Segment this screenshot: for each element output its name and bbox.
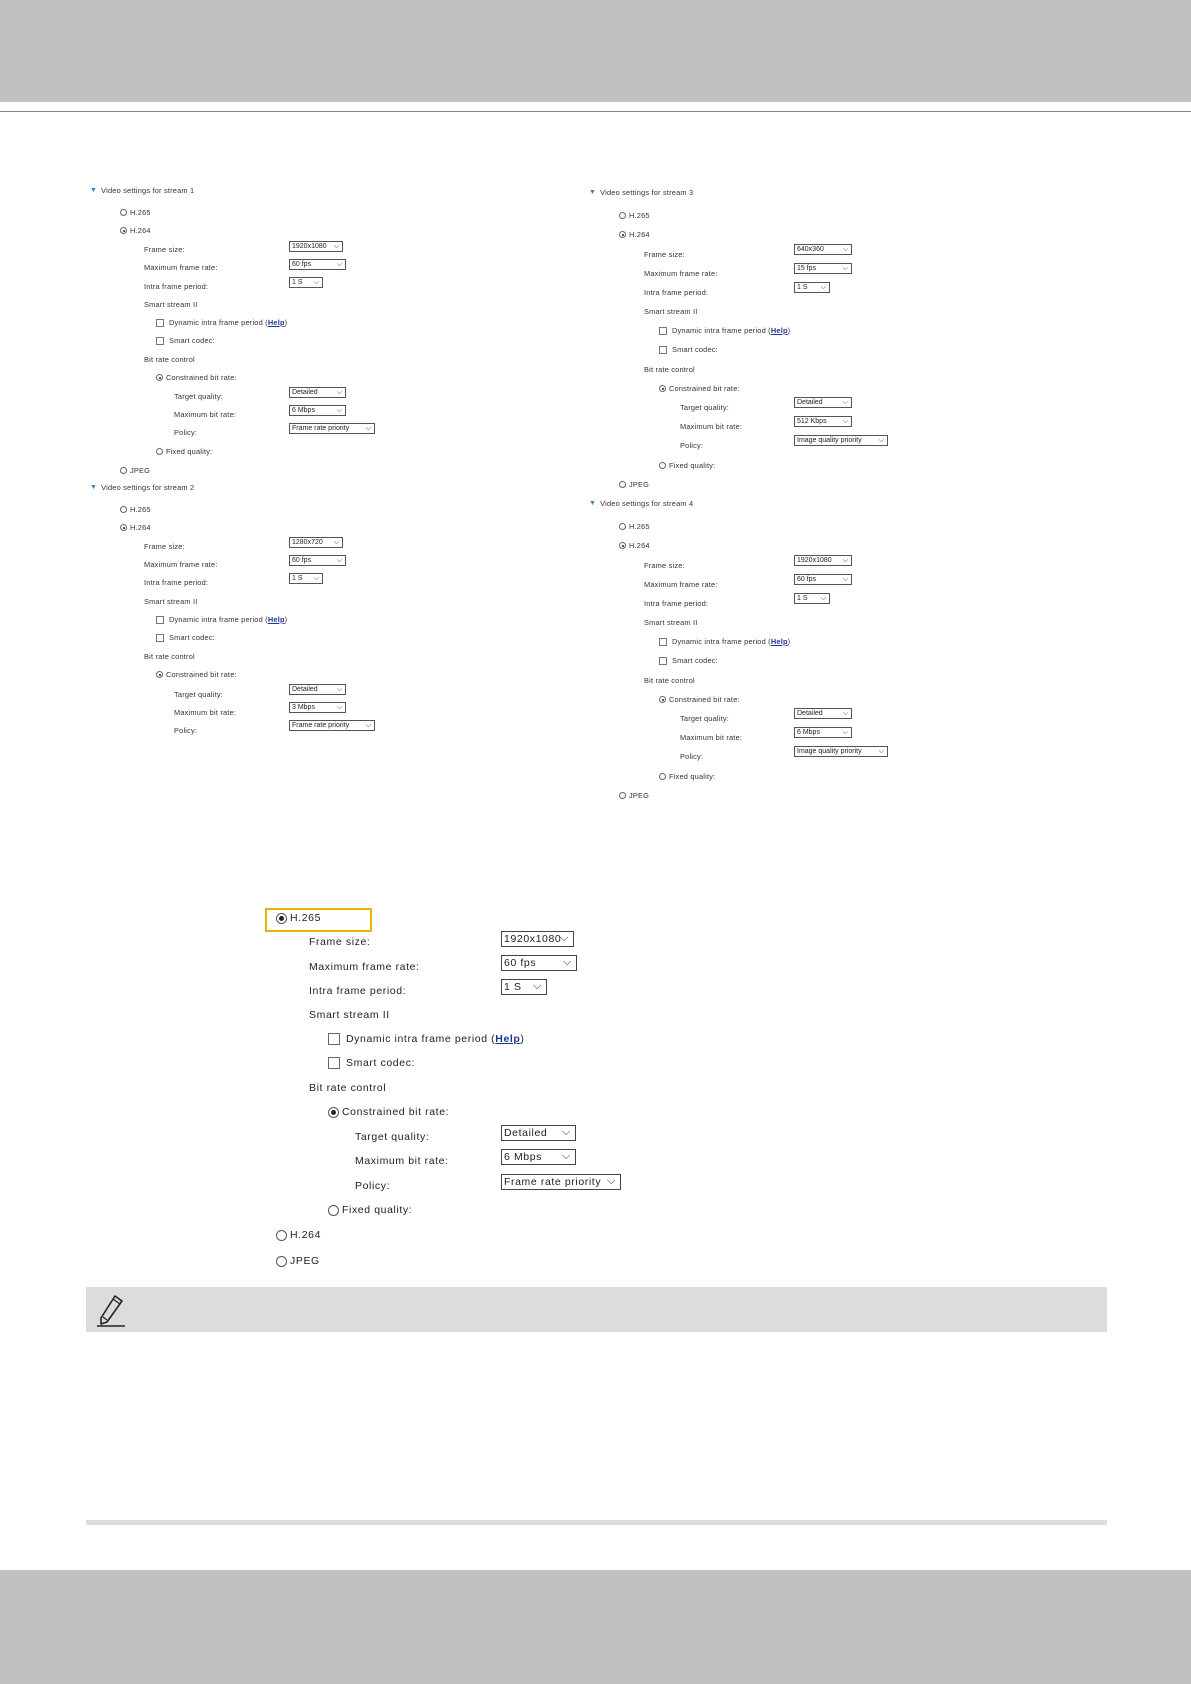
- frame-size-value: 640x360: [797, 246, 824, 253]
- chevron-down-icon: ⌵: [878, 748, 884, 755]
- stream-1-panel: [90, 186, 510, 475]
- smart-stream-label: Smart stream II: [144, 597, 198, 606]
- fixed-quality-option[interactable]: [156, 447, 212, 456]
- intra-value: 1 S: [797, 595, 808, 602]
- smart-codec-label: Smart codec:: [169, 633, 215, 642]
- constrained-option[interactable]: [156, 670, 237, 679]
- jpeg-option[interactable]: [619, 480, 649, 489]
- fixed-quality-option[interactable]: [659, 772, 715, 781]
- chevron-down-icon: ⌵: [607, 1175, 616, 1187]
- policy-select[interactable]: [289, 720, 375, 731]
- chevron-down-icon: ⌵: [842, 418, 848, 425]
- jpeg-option[interactable]: [276, 1255, 320, 1267]
- jpeg-radio[interactable]: [619, 481, 626, 488]
- intra-label: Intra frame period:: [644, 288, 709, 297]
- smart-stream-label: Smart stream II: [309, 1009, 390, 1021]
- policy-value: Frame rate priority: [504, 1176, 602, 1188]
- frame-rate-value: 60 fps: [797, 576, 817, 583]
- intra-select[interactable]: [794, 282, 830, 293]
- h265-radio[interactable]: [276, 913, 287, 924]
- max-bit-rate-select[interactable]: [289, 405, 346, 416]
- chevron-down-icon: ⌵: [336, 704, 342, 711]
- target-quality-select[interactable]: [794, 397, 852, 408]
- constrained-label: Constrained bit rate:: [669, 695, 740, 704]
- max-bit-rate-label: Maximum bit rate:: [174, 708, 237, 717]
- frame-rate-label: Maximum frame rate:: [144, 560, 218, 569]
- stream-3-header[interactable]: [589, 188, 693, 197]
- frame-rate-value: 60 fps: [292, 261, 312, 268]
- chevron-down-icon: ⌵: [560, 932, 569, 944]
- max-bit-rate-select[interactable]: [501, 1149, 576, 1165]
- jpeg-radio[interactable]: [619, 792, 626, 799]
- h265-label: H.265: [629, 211, 650, 220]
- frame-rate-label: Maximum frame rate:: [309, 961, 420, 973]
- smart-codec-label: Smart codec:: [672, 656, 718, 665]
- smart-codec-checkbox[interactable]: [659, 657, 667, 665]
- dynamic-intra-label: Dynamic intra frame period (: [672, 637, 771, 646]
- frame-size-value: 1920x1080: [504, 933, 562, 945]
- chevron-down-icon: ⌵: [336, 557, 342, 564]
- max-bit-rate-select[interactable]: [794, 416, 852, 427]
- constrained-option[interactable]: [156, 373, 237, 382]
- help-link[interactable]: Help: [770, 326, 788, 335]
- stream-2-panel: [90, 483, 510, 735]
- stream-4-title: Video settings for stream 4: [600, 499, 694, 508]
- frame-rate-label: Maximum frame rate:: [644, 580, 718, 589]
- target-quality-value: Detailed: [797, 399, 823, 406]
- frame-size-select[interactable]: [501, 931, 574, 947]
- policy-label: Policy:: [680, 752, 704, 761]
- fixed-quality-radio[interactable]: [659, 462, 666, 469]
- constrained-label: Constrained bit rate:: [166, 373, 237, 382]
- smart-codec-option[interactable]: [328, 1057, 415, 1069]
- target-quality-label: Target quality:: [680, 403, 730, 412]
- chevron-down-icon: ⌵: [842, 710, 848, 717]
- frame-rate-select[interactable]: [289, 555, 346, 566]
- h265-label: H.265: [629, 522, 650, 531]
- constrained-radio[interactable]: [328, 1107, 339, 1118]
- constrained-option[interactable]: [659, 384, 740, 393]
- fixed-quality-radio[interactable]: [659, 773, 666, 780]
- target-quality-label: Target quality:: [174, 392, 224, 401]
- constrained-radio[interactable]: [156, 374, 163, 381]
- smart-codec-option[interactable]: [659, 345, 718, 354]
- policy-label: Policy:: [355, 1180, 391, 1192]
- stream-1-title: Video settings for stream 1: [101, 186, 195, 195]
- policy-value: Frame rate priority: [292, 722, 350, 729]
- h265-label: H.265: [290, 912, 322, 924]
- dynamic-intra-checkbox[interactable]: [328, 1033, 340, 1045]
- frame-size-label: Frame size:: [644, 561, 685, 570]
- frame-size-value: 1920x1080: [797, 557, 832, 564]
- chevron-down-icon: ⌵: [336, 686, 342, 693]
- chevron-down-icon: ⌵: [842, 576, 848, 583]
- chevron-down-icon: ⌵: [842, 399, 848, 406]
- footer-divider: [86, 1520, 1107, 1525]
- frame-size-label: Frame size:: [144, 542, 185, 551]
- bit-rate-control-label: Bit rate control: [644, 365, 695, 374]
- max-bit-rate-label: Maximum bit rate:: [174, 410, 237, 419]
- constrained-option[interactable]: [328, 1106, 449, 1118]
- intra-label: Intra frame period:: [309, 985, 407, 997]
- chevron-down-icon: ⌵: [336, 261, 342, 268]
- policy-label: Policy:: [680, 441, 704, 450]
- dynamic-intra-label: Dynamic intra frame period (: [672, 326, 771, 335]
- h265-label: H.265: [130, 208, 151, 217]
- frame-rate-label: Maximum frame rate:: [144, 263, 218, 272]
- stream-4-header[interactable]: [589, 499, 693, 508]
- frame-rate-value: 60 fps: [292, 557, 312, 564]
- chevron-down-icon: ⌵: [842, 557, 848, 564]
- chevron-down-icon: ⌵: [878, 437, 884, 444]
- policy-select[interactable]: [794, 435, 888, 446]
- paren: ): [284, 318, 288, 327]
- policy-value: Image quality priority: [797, 437, 862, 444]
- smart-codec-label: Smart codec:: [672, 345, 718, 354]
- h264-radio[interactable]: [120, 524, 127, 531]
- constrained-radio[interactable]: [659, 696, 666, 703]
- intra-label: Intra frame period:: [144, 578, 209, 587]
- smart-codec-label: Smart codec:: [169, 336, 215, 345]
- fixed-quality-label: Fixed quality:: [166, 447, 213, 456]
- h264-radio[interactable]: [276, 1230, 287, 1241]
- dynamic-intra-option[interactable]: [156, 318, 287, 327]
- intra-label: Intra frame period:: [644, 599, 709, 608]
- h265-label: H.265: [130, 505, 151, 514]
- frame-rate-select[interactable]: [794, 263, 852, 274]
- max-bit-rate-value: 6 Mbps: [504, 1151, 543, 1163]
- chevron-down-icon: ⌵: [842, 265, 848, 272]
- smart-stream-label: Smart stream II: [644, 307, 698, 316]
- constrained-label: Constrained bit rate:: [669, 384, 740, 393]
- stream-3-panel: [589, 188, 1009, 489]
- intra-value: 1 S: [797, 284, 808, 291]
- frame-rate-select[interactable]: [289, 259, 346, 270]
- header-band: [0, 0, 1191, 102]
- fixed-quality-label: Fixed quality:: [342, 1204, 413, 1216]
- dynamic-intra-label: Dynamic intra frame period (: [169, 615, 268, 624]
- stream-4-panel: [589, 499, 1009, 800]
- stream-1-header[interactable]: [90, 186, 194, 195]
- chevron-down-icon: ⌵: [842, 729, 848, 736]
- h264-option[interactable]: [619, 541, 650, 550]
- h264-radio[interactable]: [120, 227, 127, 234]
- h265-radio[interactable]: [120, 506, 127, 513]
- smart-codec-checkbox[interactable]: [156, 634, 164, 642]
- fixed-quality-label: Fixed quality:: [669, 772, 716, 781]
- chevron-down-icon: ⌵: [533, 980, 542, 992]
- frame-rate-label: Maximum frame rate:: [644, 269, 718, 278]
- intra-select[interactable]: [794, 593, 830, 604]
- smart-codec-label: Smart codec:: [346, 1057, 416, 1069]
- target-quality-value: Detailed: [504, 1127, 548, 1139]
- chevron-down-icon: ⌵: [562, 1126, 571, 1138]
- triangle-down-icon: ▼: [589, 189, 597, 196]
- policy-label: Policy:: [174, 726, 198, 735]
- dynamic-intra-checkbox[interactable]: [156, 319, 164, 327]
- jpeg-option[interactable]: [619, 791, 649, 800]
- triangle-down-icon: ▼: [589, 500, 597, 507]
- smart-codec-checkbox[interactable]: [156, 337, 164, 345]
- h264-label: H.264: [290, 1229, 322, 1241]
- h264-radio[interactable]: [619, 231, 626, 238]
- target-quality-select[interactable]: [794, 708, 852, 719]
- h264-option[interactable]: [120, 226, 151, 235]
- note-bar: [86, 1287, 1107, 1332]
- help-link[interactable]: Help: [267, 318, 285, 327]
- h265-radio[interactable]: [619, 212, 626, 219]
- paren: ): [787, 637, 791, 646]
- target-quality-select[interactable]: [289, 684, 346, 695]
- bit-rate-control-label: Bit rate control: [144, 355, 195, 364]
- chevron-down-icon: ⌵: [562, 1150, 571, 1162]
- max-bit-rate-label: Maximum bit rate:: [355, 1155, 449, 1167]
- jpeg-label: JPEG: [130, 466, 151, 475]
- max-bit-rate-select[interactable]: [794, 727, 852, 738]
- constrained-label: Constrained bit rate:: [166, 670, 237, 679]
- policy-select[interactable]: [794, 746, 888, 757]
- fixed-quality-label: Fixed quality:: [669, 461, 716, 470]
- h264-radio[interactable]: [619, 542, 626, 549]
- chevron-down-icon: ⌵: [820, 284, 826, 291]
- chevron-down-icon: ⌵: [333, 539, 339, 546]
- h265-settings-panel: [276, 912, 696, 1267]
- h265-option[interactable]: [619, 522, 650, 531]
- fixed-quality-option[interactable]: [659, 461, 715, 470]
- h265-radio[interactable]: [619, 523, 626, 530]
- intra-select[interactable]: [501, 979, 547, 995]
- policy-label: Policy:: [174, 428, 198, 437]
- dynamic-intra-option[interactable]: [659, 637, 790, 646]
- h265-option[interactable]: [619, 211, 650, 220]
- h265-option[interactable]: [276, 912, 321, 924]
- jpeg-option[interactable]: [120, 466, 150, 475]
- frame-rate-select[interactable]: [501, 955, 577, 971]
- help-link[interactable]: Help: [495, 1033, 521, 1045]
- max-bit-rate-value: 6 Mbps: [292, 407, 315, 414]
- target-quality-label: Target quality:: [680, 714, 730, 723]
- jpeg-radio[interactable]: [120, 467, 127, 474]
- chevron-down-icon: ⌵: [333, 243, 339, 250]
- intra-value: 1 S: [292, 279, 303, 286]
- intra-label: Intra frame period:: [144, 282, 209, 291]
- jpeg-label: JPEG: [629, 791, 650, 800]
- frame-size-select[interactable]: [794, 555, 852, 566]
- target-quality-select[interactable]: [501, 1125, 576, 1141]
- triangle-down-icon: ▼: [90, 187, 98, 194]
- dynamic-intra-option[interactable]: [328, 1033, 525, 1045]
- stream-3-title: Video settings for stream 3: [600, 188, 694, 197]
- smart-codec-option[interactable]: [659, 656, 718, 665]
- dynamic-intra-checkbox[interactable]: [659, 327, 667, 335]
- smart-codec-checkbox[interactable]: [659, 346, 667, 354]
- max-bit-rate-select[interactable]: [289, 702, 346, 713]
- bit-rate-control-label: Bit rate control: [644, 676, 695, 685]
- intra-value: 1 S: [504, 981, 522, 993]
- frame-size-label: Frame size:: [309, 936, 371, 948]
- footer-band: [0, 1570, 1191, 1684]
- chevron-down-icon: ⌵: [820, 595, 826, 602]
- max-bit-rate-label: Maximum bit rate:: [680, 422, 743, 431]
- h264-label: H.264: [629, 541, 650, 550]
- frame-size-value: 1280x720: [292, 539, 323, 546]
- chevron-down-icon: ⌵: [336, 407, 342, 414]
- smart-stream-label: Smart stream II: [644, 618, 698, 627]
- h264-label: H.264: [130, 523, 151, 532]
- help-link[interactable]: Help: [770, 637, 788, 646]
- smart-stream-label: Smart stream II: [144, 300, 198, 309]
- intra-select[interactable]: [289, 277, 323, 288]
- target-quality-label: Target quality:: [174, 690, 224, 699]
- h265-option[interactable]: [120, 505, 151, 514]
- chevron-down-icon: ⌵: [336, 389, 342, 396]
- h264-option[interactable]: [276, 1229, 321, 1241]
- target-quality-value: Detailed: [292, 686, 318, 693]
- frame-size-label: Frame size:: [644, 250, 685, 259]
- chevron-down-icon: ⌵: [313, 279, 319, 286]
- pencil-icon: [95, 1293, 129, 1327]
- dynamic-intra-checkbox[interactable]: [156, 616, 164, 624]
- frame-size-select[interactable]: [794, 244, 852, 255]
- jpeg-label: JPEG: [629, 480, 650, 489]
- frame-size-label: Frame size:: [144, 245, 185, 254]
- frame-size-select[interactable]: [289, 241, 343, 252]
- policy-select[interactable]: [501, 1174, 621, 1190]
- intra-value: 1 S: [292, 575, 303, 582]
- frame-size-select[interactable]: [289, 537, 343, 548]
- frame-size-value: 1920x1080: [292, 243, 327, 250]
- fixed-quality-radio[interactable]: [156, 448, 163, 455]
- constrained-radio[interactable]: [156, 671, 163, 678]
- help-link[interactable]: Help: [267, 615, 285, 624]
- frame-rate-value: 15 fps: [797, 265, 817, 272]
- paren: ): [520, 1033, 525, 1045]
- target-quality-value: Detailed: [292, 389, 318, 396]
- bit-rate-control-label: Bit rate control: [309, 1082, 387, 1094]
- frame-rate-value: 60 fps: [504, 957, 537, 969]
- dynamic-intra-label: Dynamic intra frame period (: [346, 1033, 496, 1045]
- h264-label: H.264: [629, 230, 650, 239]
- stream-2-title: Video settings for stream 2: [101, 483, 195, 492]
- dynamic-intra-checkbox[interactable]: [659, 638, 667, 646]
- chevron-down-icon: ⌵: [842, 246, 848, 253]
- target-quality-label: Target quality:: [355, 1131, 430, 1143]
- policy-value: Image quality priority: [797, 748, 862, 755]
- fixed-quality-radio[interactable]: [328, 1205, 339, 1216]
- jpeg-label: JPEG: [290, 1255, 320, 1267]
- constrained-option[interactable]: [659, 695, 740, 704]
- policy-value: Frame rate priority: [292, 425, 350, 432]
- frame-rate-select[interactable]: [794, 574, 852, 585]
- target-quality-select[interactable]: [289, 387, 346, 398]
- dynamic-intra-label: Dynamic intra frame period (: [169, 318, 268, 327]
- smart-codec-option[interactable]: [156, 633, 215, 642]
- policy-select[interactable]: [289, 423, 375, 434]
- h265-option[interactable]: [120, 208, 151, 217]
- max-bit-rate-value: 3 Mbps: [292, 704, 315, 711]
- stream-2-header[interactable]: [90, 483, 194, 492]
- paren: ): [284, 615, 288, 624]
- dynamic-intra-option[interactable]: [156, 615, 287, 624]
- intra-select[interactable]: [289, 573, 323, 584]
- chevron-down-icon: ⌵: [313, 575, 319, 582]
- triangle-down-icon: ▼: [90, 484, 98, 491]
- h264-option[interactable]: [619, 230, 650, 239]
- smart-codec-option[interactable]: [156, 336, 215, 345]
- header-divider: [0, 111, 1191, 112]
- bit-rate-control-label: Bit rate control: [144, 652, 195, 661]
- target-quality-value: Detailed: [797, 710, 823, 717]
- chevron-down-icon: ⌵: [563, 956, 572, 968]
- paren: ): [787, 326, 791, 335]
- max-bit-rate-value: 512 Kbps: [797, 418, 827, 425]
- dynamic-intra-option[interactable]: [659, 326, 790, 335]
- h265-radio[interactable]: [120, 209, 127, 216]
- fixed-quality-option[interactable]: [328, 1204, 412, 1216]
- chevron-down-icon: ⌵: [365, 425, 371, 432]
- max-bit-rate-label: Maximum bit rate:: [680, 733, 743, 742]
- constrained-label: Constrained bit rate:: [342, 1106, 450, 1118]
- chevron-down-icon: ⌵: [365, 722, 371, 729]
- max-bit-rate-value: 6 Mbps: [797, 729, 820, 736]
- constrained-radio[interactable]: [659, 385, 666, 392]
- h264-option[interactable]: [120, 523, 151, 532]
- jpeg-radio[interactable]: [276, 1256, 287, 1267]
- smart-codec-checkbox[interactable]: [328, 1057, 340, 1069]
- h264-label: H.264: [130, 226, 151, 235]
